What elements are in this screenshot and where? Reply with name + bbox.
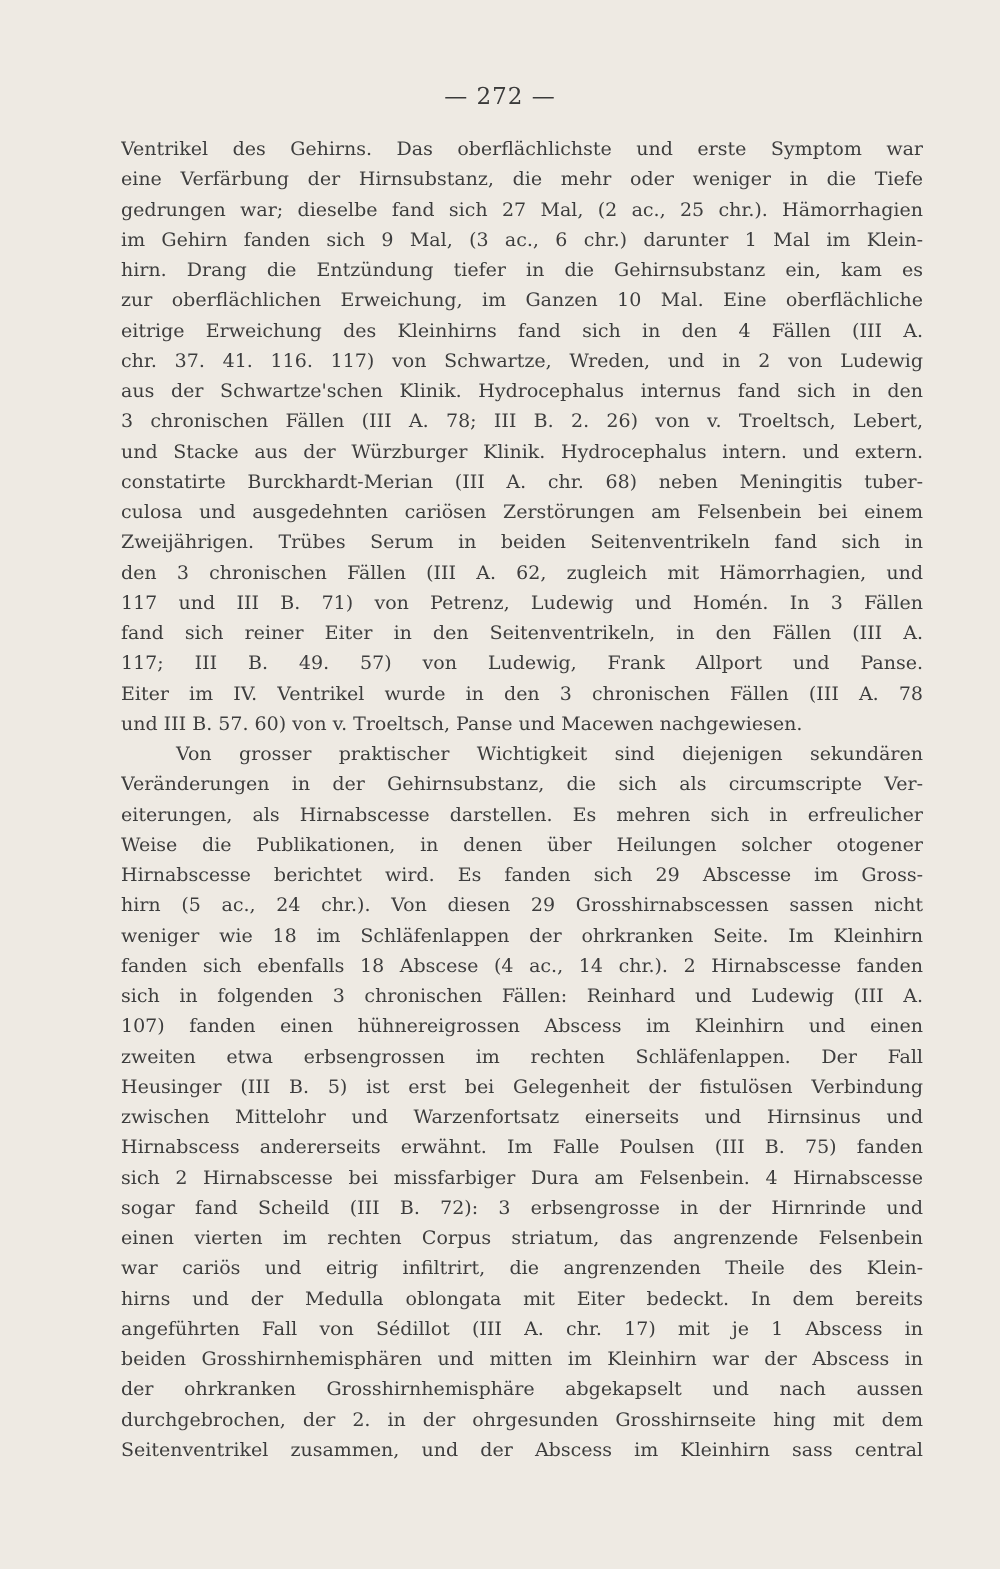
text-line: Zweijährigen. Trübes Serum in beiden Seitenventrikeln fand sich in (121, 531, 923, 554)
text-line: den 3 chronischen Fällen (III A. 62, zugleich mit Hämorrhagien, und (121, 561, 923, 584)
text-line: Hirnabscess andererseits erwähnt. Im Falle Poulsen (III B. 75) fanden (121, 1136, 923, 1159)
page-number: — 272 — (444, 84, 556, 110)
text-line: Ventrikel des Gehirns. Das oberflächlichste und erste Symptom war (121, 138, 923, 160)
text-line: 117; III B. 49. 57) von Ludewig, Frank Allport und Panse. (121, 652, 923, 675)
text-line: angeführten Fall von Sédillot (III A. chr. 17) mit je 1 Abscess in (121, 1317, 923, 1340)
text-line: culosa und ausgedehnten cariösen Zerstörungen am Felsenbein bei einem (121, 501, 923, 523)
text-line: sich 2 Hirnabscesse bei missfarbiger Dura am Felsenbein. 4 Hirnabscesse (121, 1166, 923, 1189)
text-line: einen vierten im rechten Corpus striatum, das angrenzende Felsenbein (121, 1227, 923, 1249)
text-line: eine Verfärbung der Hirnsubstanz, die mehr oder weniger in die Tiefe (121, 168, 923, 191)
text-line: hirns und der Medulla oblongata mit Eiter bedeckt. In dem bereits (121, 1287, 923, 1310)
text-line: im Gehirn fanden sich 9 Mal, (3 ac., 6 chr.) darunter 1 Mal im Klein- (121, 228, 923, 251)
text-line: Veränderungen in der Gehirnsubstanz, die sich als circumscripte Ver- (121, 773, 923, 796)
text-line: und III B. 57. 60) von v. Troeltsch, Panse und Macewen nachgewiesen. (121, 712, 803, 735)
text-line: Hirnabscesse berichtet wird. Es fanden sich 29 Abscesse im Gross- (121, 864, 923, 886)
paragraph-start-line: Von grosser praktischer Wichtigkeit sind diejenigen sekundären (176, 743, 923, 765)
text-line: Eiter im IV. Ventrikel wurde in den 3 chronischen Fällen (III A. 78 (121, 682, 923, 705)
text-line: durchgebrochen, der 2. in der ohrgesunden Grosshirnseite hing mit dem (121, 1408, 923, 1431)
text-line: zweiten etwa erbsengrossen im rechten Schläfenlappen. Der Fall (121, 1045, 923, 1068)
text-line: aus der Schwartze'schen Klinik. Hydrocephalus internus fand sich in den (121, 380, 923, 402)
text-line: fanden sich ebenfalls 18 Abscese (4 ac., 14 chr.). 2 Hirnabscesse fanden (121, 954, 923, 977)
text-line: zwischen Mittelohr und Warzenfortsatz einerseits und Hirnsinus und (121, 1106, 923, 1128)
text-line: Heusinger (III B. 5) ist erst bei Gelegenheit der fistulösen Verbindung (121, 1075, 923, 1098)
text-line: Seitenventrikel zusammen, und der Abscess im Kleinhirn sass central (121, 1438, 923, 1461)
text-line: Weise die Publikationen, in denen über Heilungen solcher otogener (121, 833, 923, 856)
text-line: 107) fanden einen hühnereigrossen Abscess im Kleinhirn und einen (121, 1015, 923, 1038)
text-line: weniger wie 18 im Schläfenlappen der ohrkranken Seite. Im Kleinhirn (121, 924, 923, 947)
text-line: war cariös und eitrig infiltrirt, die angrenzenden Theile des Klein- (121, 1257, 923, 1280)
text-line: constatirte Burckhardt-Merian (III A. chr. 68) neben Meningitis tuber- (121, 470, 923, 493)
text-line: beiden Grosshirnhemisphären und mitten im Kleinhirn war der Abscess in (121, 1348, 923, 1370)
text-line: hirn. Drang die Entzündung tiefer in die Gehirnsubstanz ein, kam es (121, 259, 923, 281)
text-line: hirn (5 ac., 24 chr.). Von diesen 29 Grosshirnabscessen sassen nicht (121, 894, 923, 917)
text-line: gedrungen war; dieselbe fand sich 27 Mal, (2 ac., 25 chr.). Hämorrhagien (121, 198, 923, 221)
text-line: eiterungen, als Hirnabscesse darstellen. Es mehren sich in erfreulicher (121, 803, 923, 826)
text-line: 117 und III B. 71) von Petrenz, Ludewig und Homén. In 3 Fällen (121, 591, 923, 614)
body-text (121, 134, 923, 1465)
text-line: der ohrkranken Grosshirnhemisphäre abgekapselt und nach aussen (121, 1378, 923, 1401)
text-line: chr. 37. 41. 116. 117) von Schwartze, Wreden, und in 2 von Ludewig (121, 349, 923, 372)
text-line: eitrige Erweichung des Kleinhirns fand sich in den 4 Fällen (III A. (121, 319, 923, 342)
text-line: 3 chronischen Fällen (III A. 78; III B. 2. 26) von v. Troeltsch, Lebert, (121, 410, 923, 433)
text-line: und Stacke aus der Würzburger Klinik. Hydrocephalus intern. und extern. (121, 440, 923, 463)
text-line: sich in folgenden 3 chronischen Fällen: Reinhard und Ludewig (III A. (121, 985, 923, 1007)
text-line: fand sich reiner Eiter in den Seitenventrikeln, in den Fällen (III A. (121, 622, 923, 644)
text-line: zur oberflächlichen Erweichung, im Ganzen 10 Mal. Eine oberflächliche (121, 289, 923, 312)
text-line: sogar fand Scheild (III B. 72): 3 erbsengrosse in der Hirnrinde und (121, 1196, 923, 1219)
